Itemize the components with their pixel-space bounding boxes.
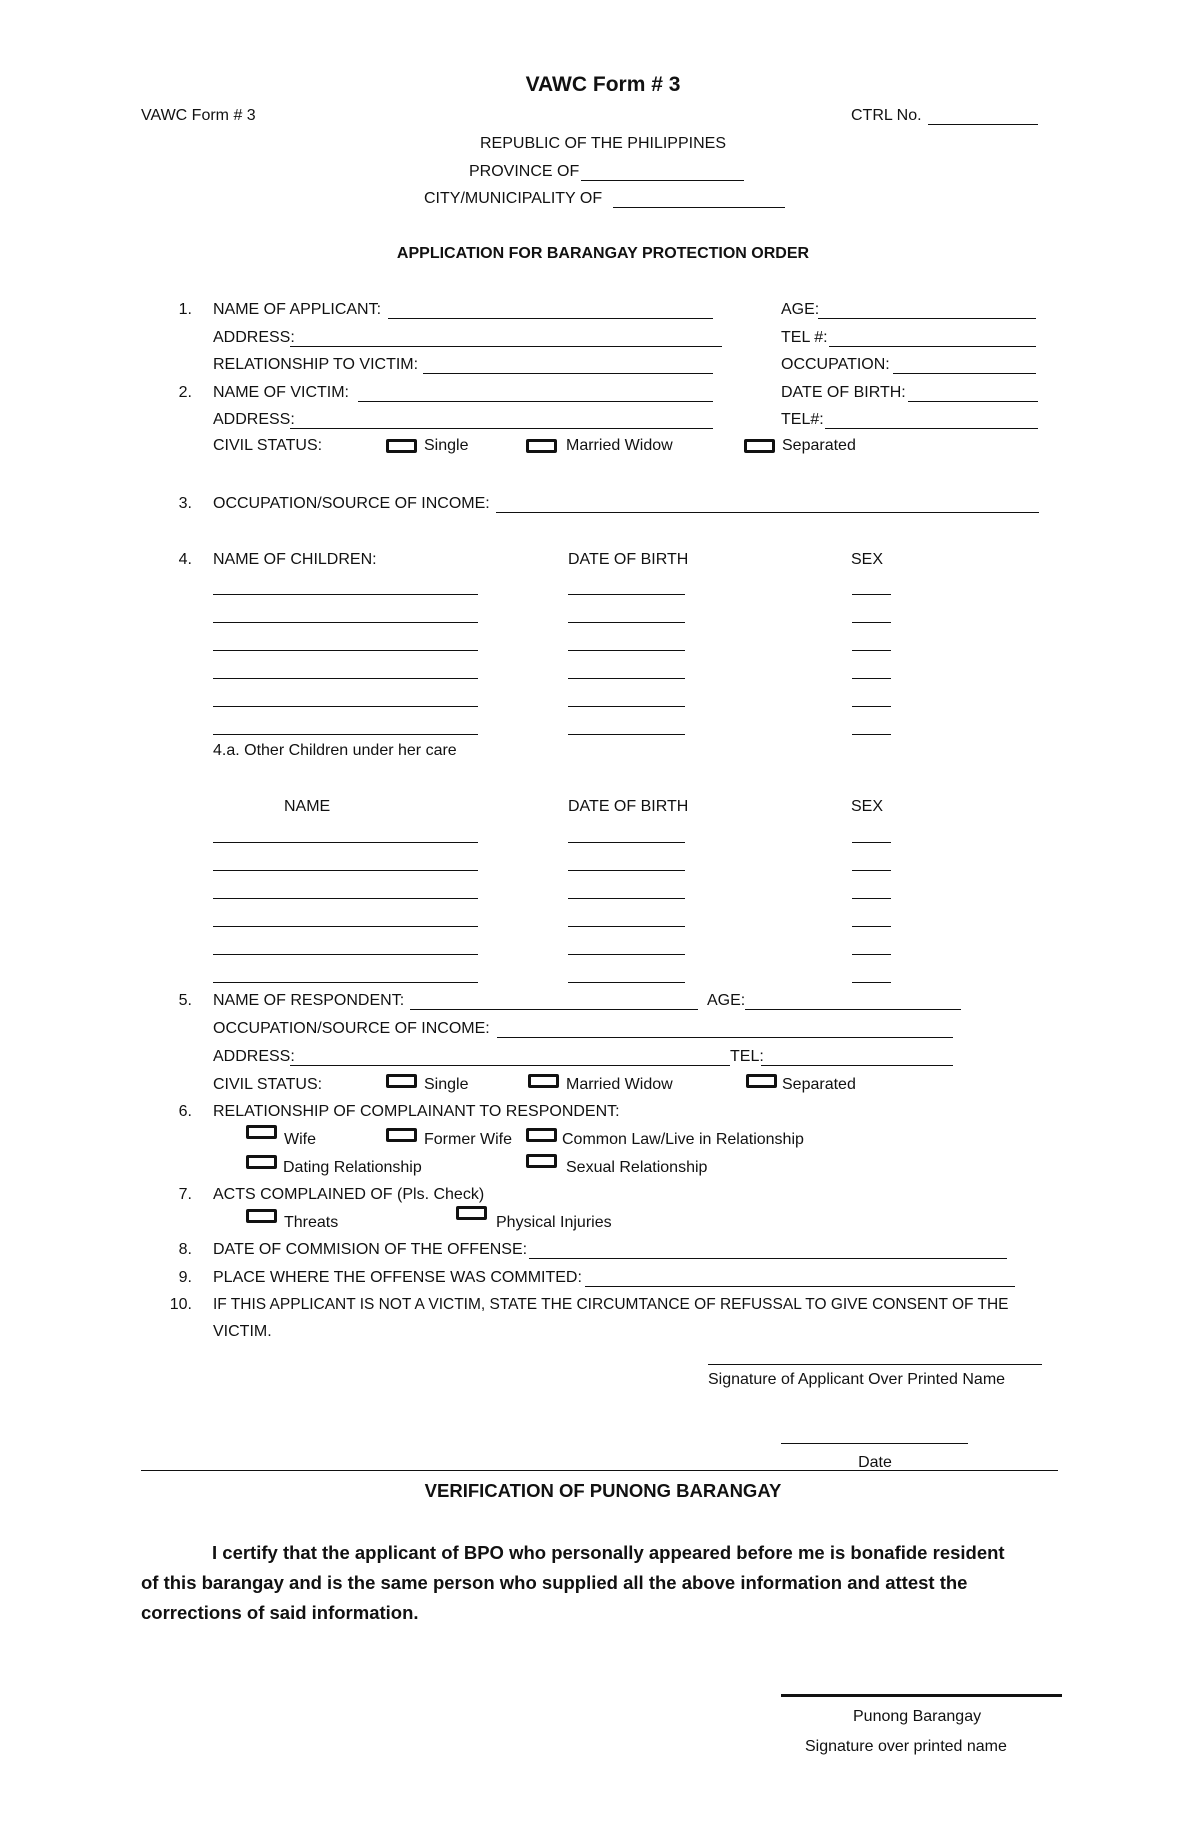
child-sex-field[interactable] xyxy=(852,734,891,735)
ctrl-label: CTRL No. xyxy=(851,107,922,124)
offense-date-label: DATE OF COMMISION OF THE OFFENSE: xyxy=(213,1241,528,1258)
other-children-sex-header: SEX xyxy=(851,798,884,815)
respondent-separated-label: Separated xyxy=(782,1076,856,1093)
child-sex-field[interactable] xyxy=(852,650,891,651)
victim-married-widow-checkbox[interactable] xyxy=(526,439,557,453)
other-child-dob-field[interactable] xyxy=(568,982,685,983)
victim-tel-field[interactable] xyxy=(825,428,1038,429)
dating-relationship-label: Dating Relationship xyxy=(283,1159,422,1176)
child-name-field[interactable] xyxy=(213,678,478,679)
consent-line-2: VICTIM. xyxy=(213,1323,272,1340)
acts-label: ACTS COMPLAINED OF (Pls. Check) xyxy=(213,1186,485,1203)
province-label: PROVINCE OF xyxy=(469,163,580,180)
other-child-name-field[interactable] xyxy=(213,926,478,927)
common-law-checkbox[interactable] xyxy=(526,1128,557,1142)
relationship-to-victim-label: RELATIONSHIP TO VICTIM: xyxy=(213,356,419,373)
applicant-signature-label: Signature of Applicant Over Printed Name xyxy=(708,1371,1006,1388)
republic-line: REPUBLIC OF THE PHILIPPINES xyxy=(480,135,726,152)
consent-line-1: IF THIS APPLICANT IS NOT A VICTIM, STATE THE CIRCUMTANCE OF REFUSSAL TO GIVE CONSENT OF THE xyxy=(213,1296,1009,1313)
sexual-relationship-checkbox[interactable] xyxy=(526,1154,557,1168)
other-child-dob-field[interactable] xyxy=(568,926,685,927)
item-number-1: 1. xyxy=(178,301,192,318)
section-divider xyxy=(141,1470,1058,1471)
item-number-8: 8. xyxy=(178,1241,192,1258)
victim-single-checkbox[interactable] xyxy=(386,439,417,453)
victim-separated-checkbox[interactable] xyxy=(744,439,775,453)
child-sex-field[interactable] xyxy=(852,678,891,679)
form-title: VAWC Form # 3 xyxy=(525,73,681,96)
victim-single-label: Single xyxy=(424,437,469,454)
other-child-name-field[interactable] xyxy=(213,842,478,843)
applicant-occupation-field[interactable] xyxy=(893,373,1036,374)
common-law-label: Common Law/Live in Relationship xyxy=(562,1131,804,1148)
other-children-label: 4.a. Other Children under her care xyxy=(213,742,457,759)
item-number-7: 7. xyxy=(178,1186,192,1203)
other-child-sex-field[interactable] xyxy=(852,982,891,983)
applicant-name-field[interactable] xyxy=(388,318,713,319)
item-number-2: 2. xyxy=(178,384,192,401)
punong-barangay-label: Punong Barangay xyxy=(853,1708,982,1725)
item-number-9: 9. xyxy=(178,1269,192,1286)
children-sex-header: SEX xyxy=(851,551,884,568)
other-children-name-header: NAME xyxy=(284,798,331,815)
respondent-occupation-field[interactable] xyxy=(497,1037,953,1038)
item-number-5: 5. xyxy=(178,992,192,1009)
respondent-age-label: AGE: xyxy=(707,992,746,1009)
date-label: Date xyxy=(858,1454,892,1471)
applicant-tel-label: TEL #: xyxy=(781,329,828,346)
punong-signature-line[interactable] xyxy=(781,1694,1062,1697)
wife-checkbox[interactable] xyxy=(246,1125,277,1139)
respondent-separated-checkbox[interactable] xyxy=(746,1074,777,1088)
child-sex-field[interactable] xyxy=(852,706,891,707)
other-child-dob-field[interactable] xyxy=(568,870,685,871)
item-number-3: 3. xyxy=(178,495,192,512)
applicant-address-field[interactable] xyxy=(290,346,722,347)
former-wife-checkbox[interactable] xyxy=(386,1128,417,1142)
item-number-4: 4. xyxy=(178,551,192,568)
victim-name-field[interactable] xyxy=(358,401,713,402)
child-name-field[interactable] xyxy=(213,594,478,595)
other-child-sex-field[interactable] xyxy=(852,870,891,871)
province-field[interactable] xyxy=(581,180,744,181)
respondent-name-field[interactable] xyxy=(410,1009,698,1010)
punong-signature-label: Signature over printed name xyxy=(805,1738,1007,1755)
ctrl-no-field[interactable] xyxy=(928,124,1038,125)
victim-married-widow-label: Married Widow xyxy=(566,437,673,454)
applicant-name-label: NAME OF APPLICANT: xyxy=(213,301,382,318)
victim-tel-label: TEL#: xyxy=(781,411,824,428)
wife-label: Wife xyxy=(284,1131,316,1148)
relationship-label: RELATIONSHIP OF COMPLAINANT TO RESPONDENT: xyxy=(213,1103,620,1120)
other-child-name-field[interactable] xyxy=(213,898,478,899)
offense-date-field[interactable] xyxy=(529,1258,1007,1259)
item-number-10: 10. xyxy=(169,1296,192,1313)
other-child-sex-field[interactable] xyxy=(852,926,891,927)
respondent-address-label: ADDRESS: xyxy=(213,1048,295,1065)
child-dob-field[interactable] xyxy=(568,734,685,735)
respondent-age-field[interactable] xyxy=(745,1009,961,1010)
child-dob-field[interactable] xyxy=(568,594,685,595)
children-dob-header: DATE OF BIRTH xyxy=(568,551,689,568)
physical-injuries-label: Physical Injuries xyxy=(496,1214,612,1231)
child-name-field[interactable] xyxy=(213,622,478,623)
city-label: CITY/MUNICIPALITY OF xyxy=(424,190,603,207)
respondent-occupation-label: OCCUPATION/SOURCE OF INCOME: xyxy=(213,1020,490,1037)
applicant-occupation-label: OCCUPATION: xyxy=(781,356,890,373)
sexual-relationship-label: Sexual Relationship xyxy=(566,1159,708,1176)
relationship-to-victim-field[interactable] xyxy=(423,373,713,374)
respondent-tel-label: TEL: xyxy=(730,1048,764,1065)
victim-civil-status-label: CIVIL STATUS: xyxy=(213,437,323,454)
victim-address-label: ADDRESS: xyxy=(213,411,295,428)
respondent-married-widow-label: Married Widow xyxy=(566,1076,673,1093)
child-dob-field[interactable] xyxy=(568,706,685,707)
child-sex-field[interactable] xyxy=(852,622,891,623)
offense-place-field[interactable] xyxy=(585,1286,1015,1287)
victim-address-field[interactable] xyxy=(290,428,713,429)
applicant-age-label: AGE: xyxy=(781,301,820,318)
victim-dob-label: DATE OF BIRTH: xyxy=(781,384,906,401)
income-label: OCCUPATION/SOURCE OF INCOME: xyxy=(213,495,490,512)
applicant-address-label: ADDRESS: xyxy=(213,329,295,346)
offense-place-label: PLACE WHERE THE OFFENSE WAS COMMITED: xyxy=(213,1269,582,1286)
respondent-civil-status-label: CIVIL STATUS: xyxy=(213,1076,323,1093)
other-child-name-field[interactable] xyxy=(213,982,478,983)
other-child-sex-field[interactable] xyxy=(852,898,891,899)
form-label: VAWC Form # 3 xyxy=(141,107,256,124)
other-child-dob-field[interactable] xyxy=(568,842,685,843)
other-child-name-field[interactable] xyxy=(213,870,478,871)
threats-label: Threats xyxy=(284,1214,339,1231)
other-child-dob-field[interactable] xyxy=(568,898,685,899)
item-number-6: 6. xyxy=(178,1103,192,1120)
victim-separated-label: Separated xyxy=(782,437,856,454)
verification-line-3: corrections of said information. xyxy=(141,1602,419,1623)
respondent-single-checkbox[interactable] xyxy=(386,1074,417,1088)
children-name-header: NAME OF CHILDREN: xyxy=(213,551,377,568)
former-wife-label: Former Wife xyxy=(424,1131,512,1148)
other-child-name-field[interactable] xyxy=(213,954,478,955)
city-field[interactable] xyxy=(613,207,785,208)
child-dob-field[interactable] xyxy=(568,650,685,651)
income-field[interactable] xyxy=(496,512,1039,513)
child-dob-field[interactable] xyxy=(568,678,685,679)
application-title: APPLICATION FOR BARANGAY PROTECTION ORDER xyxy=(396,245,810,262)
applicant-tel-field[interactable] xyxy=(829,346,1036,347)
respondent-single-label: Single xyxy=(424,1076,469,1093)
verification-title: VERIFICATION OF PUNONG BARANGAY xyxy=(424,1480,782,1501)
verification-line-1: I certify that the applicant of BPO who personally appeared before me is bonafide resident xyxy=(212,1542,1005,1563)
victim-dob-field[interactable] xyxy=(908,401,1038,402)
child-sex-field[interactable] xyxy=(852,594,891,595)
child-name-field[interactable] xyxy=(213,650,478,651)
dating-relationship-checkbox[interactable] xyxy=(246,1155,277,1169)
respondent-married-widow-checkbox[interactable] xyxy=(528,1074,559,1088)
child-name-field[interactable] xyxy=(213,706,478,707)
child-dob-field[interactable] xyxy=(568,622,685,623)
respondent-tel-field[interactable] xyxy=(761,1065,953,1066)
other-children-dob-header: DATE OF BIRTH xyxy=(568,798,689,815)
victim-name-label: NAME OF VICTIM: xyxy=(213,384,349,401)
physical-injuries-checkbox[interactable] xyxy=(456,1206,487,1220)
child-name-field[interactable] xyxy=(213,734,478,735)
other-child-sex-field[interactable] xyxy=(852,954,891,955)
respondent-address-field[interactable] xyxy=(290,1065,730,1066)
verification-line-2: of this barangay and is the same person who supplied all the above information and attest the xyxy=(141,1572,968,1593)
date-signature-line[interactable] xyxy=(781,1443,968,1444)
other-child-sex-field[interactable] xyxy=(852,842,891,843)
applicant-age-field[interactable] xyxy=(818,318,1036,319)
threats-checkbox[interactable] xyxy=(246,1209,277,1223)
applicant-signature-line[interactable] xyxy=(708,1364,1042,1365)
other-child-dob-field[interactable] xyxy=(568,954,685,955)
respondent-name-label: NAME OF RESPONDENT: xyxy=(213,992,405,1009)
